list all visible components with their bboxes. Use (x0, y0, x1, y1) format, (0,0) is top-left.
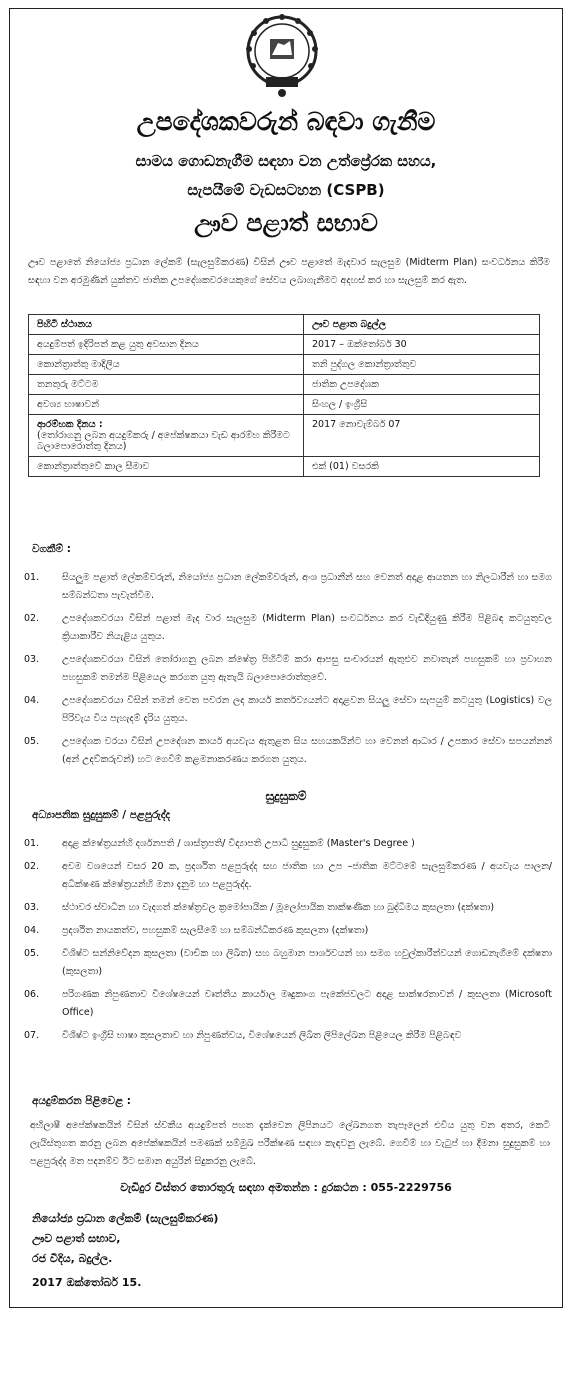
item-text: උපදේශකවරයා විසින් තෝරාගනු ලබන ක්ෂේත්‍ර පිහිටීම් කරා ආපසු සංචාරයන් ඇතුළුව නවාතැන් පහසුකම් හා ප්‍රවාහන පහසුකම් තමන්ම පිළියෙල කරගත යුතු ඇතැයි බලාපොරොත්තුවේ. (62, 654, 552, 683)
table-label: කොන්ත්‍රාත්තුවේ කාල සීමාව (29, 457, 304, 477)
item-text: අදාළ ක්ෂේත්‍රයන්හි දර්ශනපති / ශාස්ත්‍රපති/ විද්‍යාපති උපාධි සුදුසුකම් (Master's Degree ) (62, 838, 415, 849)
signatory-address: රජ වීදිය, බදුල්ල. (32, 1252, 113, 1265)
item-number: 04. (24, 695, 40, 706)
signatory-office: ඌව පළාත් සභාව, (32, 1232, 121, 1245)
table-label: පිහිටි ස්ථානය (29, 315, 304, 335)
list-item (24, 945, 552, 981)
advertisement-page (9, 8, 563, 1308)
responsibilities-heading: වගකීම් : (32, 543, 71, 555)
table-value: සිංහල / ඉංග්‍රීසි (304, 395, 540, 415)
item-text: උපදේශකවරයා විසින් තමන් වෙත පවරන ලද කාර්ය කර්තව්‍යයන්ට අදාළවන සියලු සේවා සැපයුම් කටයුතු (Logistics) වල පිරිවැය විය පැහැදම් දැරිය යුතුය. (62, 695, 552, 724)
item-number: 01. (24, 572, 40, 583)
item-text: අවම වශයෙන් වසර 20 ක, ප්‍රදර්ශිත පළපුරුද්ද සහ ජාතික හා උප –ජාතික මට්ටමේ සැලසුම්කරණ / අයවැය පාලන/ අධීක්ෂණ ක්ෂේත්‍රයන්හි මනා දැනුම හා පළපුරුද්ද. (62, 861, 552, 890)
item-number: 07. (24, 1030, 40, 1041)
table-value: ඌව පළාත බදුල්ල (304, 315, 540, 335)
item-text: උපදේශක වරයා විසින් උපදේශන කාර්ය අයවැය ඇතුළත සිය සහයකයින්ට හා වෙනත් ආධාර / උපකාර සේවා සපයන්නන් (අන් උදව්කරුවන්) හට ගෙවීම් කළමනාකරණය කරගත යුතුය. (62, 736, 552, 765)
list-item (24, 986, 552, 1022)
contact-line: වැඩිදුර විස්තර තොරතුරු සඳහා අමතන්න : දුරකථන : 055-2229756 (120, 1181, 452, 1194)
item-number: 06. (24, 989, 40, 1000)
table-row (29, 355, 540, 375)
item-number: 05. (24, 736, 40, 747)
item-text: විශිෂ්ට ඉංග්‍රීසි භාෂා කුසලතාව හා නිපුණත්වය, විශේෂයෙන් ලිඛිත ලිපිලේඛන පිළියෙල කිරීම පිළිබඳව (62, 1030, 462, 1041)
list-item (24, 858, 552, 894)
item-text: ප්‍රදර්ශිත නායකත්ව, පහසුකම් සැලසීමේ හා සම්බන්ධීකරණ කුසලතා (දක්ෂතා) (62, 925, 369, 936)
table-value: තනි පුද්ගල කොන්ත්‍රාත්තුව (304, 355, 540, 375)
item-number: 02. (24, 861, 40, 872)
table-row (29, 395, 540, 415)
table-row (29, 375, 540, 395)
procedure-text: අභිලාෂී අපේක්ෂකයින් විසින් ස්වකීය අයදුම්පත් පහත දැක්වෙන ලිපිනයට ලේඛනගත තැපෑලෙන් එවිය යුතු වන අතර, කෙටි ලැයිස්තුගත කරනු ලබන අපේක්ෂකයින් පමණක් සම්මුඛ පරීක්ෂණ සඳහා කැඳවනු ලැබේ. ගෙවීම් හා වැටුප් හා දීමනා සුදුසුකම් හා පළපුරුද්ද මත පදනම්ව ඊට සමාන අයුරින් සිදුකරනු ලැබේ. (30, 1120, 550, 1167)
responsibilities-list (24, 569, 552, 774)
table-value: ජාතික උපදේශක (304, 375, 540, 395)
item-number: 03. (24, 902, 40, 913)
table-row (29, 457, 540, 477)
table-label: තනතුරු මට්ටම (29, 375, 304, 395)
item-number: 05. (24, 948, 40, 959)
table-value: 2017 – ඔක්තෝබර් 30 (304, 335, 540, 355)
item-text: පරිගණක නිපුණතාව විශේෂයෙන් වෘත්තීය කාර්යාල මෘදුකාංග පැකේජවලට අදාළ සාක්ෂරතාවන් / කුසලතා (Microsoft Office) (62, 989, 552, 1018)
item-number: 03. (24, 654, 40, 665)
item-number: 02. (24, 613, 40, 624)
qualifications-list (24, 835, 552, 1050)
table-label: කොන්ත්‍රාත්තු මාදිලිය (29, 355, 304, 375)
details-table (28, 314, 540, 477)
list-item (24, 569, 552, 605)
list-item (24, 692, 552, 728)
start-date-note: (තෝරාගනු ලබන අයදුම්කරු / අපේක්ෂකයා වැඩ ආරම්භ කිරීමට බලාපොරොත්තු දිනය) (37, 430, 290, 452)
council-name: ඌව පළාත් සභාව (194, 209, 378, 237)
table-row (29, 335, 540, 355)
program-subtitle-2: සැපයීමේ වැඩසටහන (CSPB) (187, 181, 385, 199)
qualifications-heading: සුදුසුකම් (265, 789, 307, 803)
list-item (24, 1027, 552, 1045)
table-value: එක් (01) වසරකි (304, 457, 540, 477)
list-item (24, 922, 552, 940)
table-label: අවශ්‍ය භාෂාවන් (29, 395, 304, 415)
list-item (24, 835, 552, 853)
qualifications-subheading: අධ්‍යාපනික සුදුසුකම් / පළපුරුද්ද (32, 809, 171, 821)
table-label: අයදුම්පත් ඉදිරිපත් කළ යුතු අවසාන දිනය (29, 335, 304, 355)
intro-paragraph: ඌව පළාතේ නියෝජ්‍ය ප්‍රධාන ලේකම් (සැලසුම්කරණ) විසින් ඌව පළාතේ මැදවාර සැලසුම (Midterm Plan) සංවර්ධනය කිරීම සඳහා වන අරමුණින් යුක්තව ජාතික උපදේශකවරයෙකුගේ සේවය ලබාගැනීමට අදහස් කර හා සැලසුම් කර ඇත. (28, 257, 550, 286)
signature-block (32, 1209, 218, 1293)
list-item (24, 899, 552, 917)
list-item (24, 610, 552, 646)
table-row (29, 315, 540, 335)
table-value: 2017 නොවැම්බර් 07 (304, 415, 540, 457)
item-text: සියලුම පළාත් ලේකම්වරුන්, නියෝජ්‍ය ප්‍රධාන ලේකම්වරුන්, අංශ ප්‍රධානීන් සහ වෙනත් අදාළ ආයතන හා නිලධාරීන් හා සමග සම්බන්ධතා පැවැත්වීම. (62, 572, 552, 601)
signatory-title: නියෝජ්‍ය ප්‍රධාන ලේකම් (සැලසුම්කරණ) (32, 1212, 219, 1225)
program-subtitle-1: සාමය ගොඩනැගීම සඳහා වන උත්ප්‍රේරක සහය, (135, 152, 437, 170)
start-date-label: ආරම්භක දිනය : (37, 419, 103, 430)
item-number: 04. (24, 925, 40, 936)
item-number: 01. (24, 838, 40, 849)
sri-lanka-emblem-icon (236, 11, 328, 99)
item-text: විශිෂ්ට සන්නිවේදන කුසලතා (වාචික හා ලිඛිත) සහ බහුමාන පාර්ශවයන් හා සමග හවුල්කාරීත්වයන් ගොඩනැගීමේ දක්ෂතා (කුසලතා) (62, 948, 552, 977)
list-item (24, 651, 552, 687)
procedure-heading: අයදුම්කරන පිළිවෙළ : (32, 1095, 131, 1107)
page-title: උපදේශකවරුන් බඳවා ගැනීම (136, 107, 436, 136)
table-row (29, 415, 540, 457)
list-item (24, 733, 552, 769)
item-text: ස්ථාවර ස්වාධීන හා වැදගත් ක්ෂේත්‍රවල ක්‍රමෝපායික / මූලෝපායික තාක්ෂණික හා බුද්ධිමය කුසලතා (දක්ෂතා) (62, 902, 495, 913)
item-text: උපදේශකවරයා විසින් පළාත් මැද වාර සැලසුම (Midterm Plan) සංවර්ධනය කර වැඩිදියුණු කිරීම පිළිබඳ කටයුතුවල ක්‍රියාකාරීව නියැළිය යුතුය. (62, 613, 552, 642)
signature-date: 2017 ඔක්තෝබර් 15. (32, 1276, 142, 1289)
table-label (29, 415, 304, 457)
